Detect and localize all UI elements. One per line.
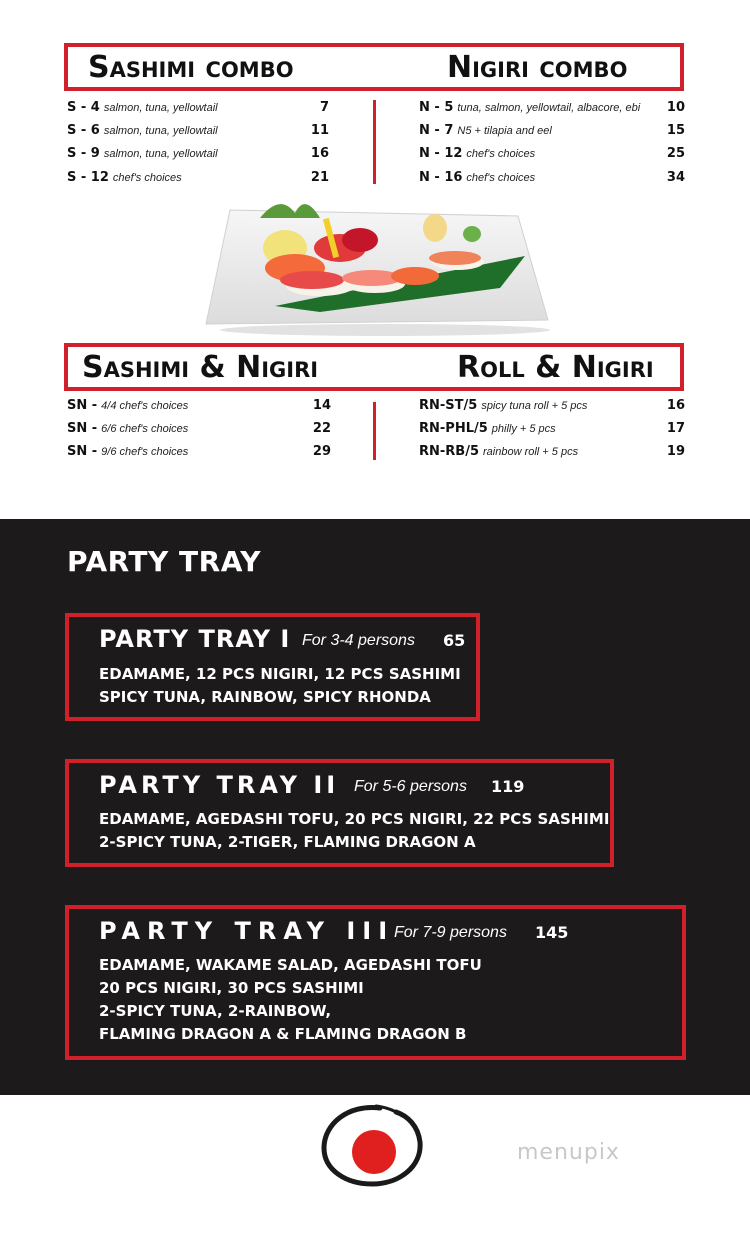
item-code: SN - — [67, 444, 98, 459]
item-desc: salmon, tuna, yellowtail — [103, 148, 218, 160]
item-desc: chef's choices — [112, 172, 182, 184]
tray-line: EDAMAME, 12 PCS NIGIRI, 12 PCS SASHIMI — [99, 665, 461, 683]
item-code: N - 12 — [419, 146, 463, 161]
item-desc: 6/6 chef's choices — [101, 423, 189, 435]
sushi-plate-image — [200, 188, 560, 338]
item-desc: N5 + tilapia and eel — [457, 125, 552, 137]
menu-item — [419, 123, 685, 145]
item-desc: salmon, tuna, yellowtail — [103, 125, 218, 137]
item-desc: salmon, tuna, yellowtail — [103, 102, 218, 114]
menu-item — [419, 398, 685, 420]
item-price: 16 — [310, 146, 329, 161]
tray-line: 2-SPICY TUNA, 2-RAINBOW, — [99, 1002, 332, 1020]
item-price: 29 — [312, 444, 331, 459]
item-price: 34 — [666, 170, 685, 185]
item-desc: chef's choices — [466, 172, 536, 184]
column-divider — [373, 402, 376, 460]
item-code: SN - — [67, 421, 98, 436]
item-price: 22 — [312, 421, 331, 436]
item-desc: 9/6 chef's choices — [101, 446, 189, 458]
sashimi-combo-title: Sashimi combo — [88, 50, 294, 85]
sashimi-nigiri-title: Sashimi & Nigiri — [82, 350, 319, 385]
item-price: 14 — [312, 398, 331, 413]
menu-item — [67, 100, 329, 122]
item-code: S - 9 — [67, 146, 100, 161]
menu-item — [67, 146, 329, 168]
item-desc: tuna, salmon, yellowtail, albacore, ebi — [457, 102, 641, 114]
item-price: 16 — [666, 398, 685, 413]
menu-item — [419, 146, 685, 168]
menu-item — [419, 100, 685, 122]
item-code: N - 7 — [419, 123, 454, 138]
roll-nigiri-title: Roll & Nigiri — [457, 350, 654, 385]
menu-item — [67, 421, 331, 443]
tray-persons: For 7-9 persons — [394, 924, 507, 941]
item-desc: spicy tuna roll + 5 pcs — [481, 400, 588, 412]
tray-price: 145 — [535, 923, 569, 942]
item-code: S - 12 — [67, 170, 109, 185]
menu-item — [67, 123, 329, 145]
tray-line: EDAMAME, AGEDASHI TOFU, 20 PCS NIGIRI, 22 PCS SASHIMI — [99, 810, 610, 828]
item-price: 19 — [666, 444, 685, 459]
tray-line: FLAMING DRAGON A & FLAMING DRAGON B — [99, 1025, 467, 1043]
item-desc: chef's choices — [466, 148, 536, 160]
tray-title: PARTY TRAY II — [99, 771, 340, 799]
nigiri-combo-title: Nigiri combo — [447, 50, 628, 85]
watermark: menupix — [517, 1140, 620, 1165]
item-price: 7 — [319, 100, 329, 115]
tray-price: 65 — [443, 631, 466, 650]
item-desc: rainbow roll + 5 pcs — [483, 446, 579, 458]
item-code: RN-PHL/5 — [419, 421, 488, 436]
party-tray-heading: PARTY TRAY — [67, 545, 261, 578]
tray-title: PARTY TRAY III — [99, 917, 395, 945]
tray-persons: For 5-6 persons — [354, 778, 467, 795]
tray-price: 119 — [491, 777, 525, 796]
item-price: 17 — [666, 421, 685, 436]
tray-line: SPICY TUNA, RAINBOW, SPICY RHONDA — [99, 688, 431, 706]
item-desc: philly + 5 pcs — [491, 423, 556, 435]
item-desc: 4/4 chef's choices — [101, 400, 189, 412]
item-price: 15 — [666, 123, 685, 138]
item-code: RN-RB/5 — [419, 444, 479, 459]
menu-item — [67, 444, 331, 466]
item-price: 10 — [666, 100, 685, 115]
restaurant-logo — [318, 1102, 430, 1188]
menu-item — [419, 421, 685, 443]
item-code: N - 16 — [419, 170, 463, 185]
item-price: 11 — [310, 123, 329, 138]
item-code: RN-ST/5 — [419, 398, 478, 413]
column-divider — [373, 100, 376, 184]
item-code: N - 5 — [419, 100, 454, 115]
tray-line: 2-SPICY TUNA, 2-TIGER, FLAMING DRAGON A — [99, 833, 476, 851]
item-code: S - 4 — [67, 100, 100, 115]
menu-item — [419, 444, 685, 466]
item-price: 25 — [666, 146, 685, 161]
tray-persons: For 3-4 persons — [302, 632, 415, 649]
item-price: 21 — [310, 170, 329, 185]
tray-line: 20 PCS NIGIRI, 30 PCS SASHIMI — [99, 979, 364, 997]
menu-item — [67, 398, 331, 420]
tray-line: EDAMAME, WAKAME SALAD, AGEDASHI TOFU — [99, 956, 482, 974]
tray-title: PARTY TRAY I — [99, 625, 291, 653]
item-code: S - 6 — [67, 123, 100, 138]
item-code: SN - — [67, 398, 98, 413]
